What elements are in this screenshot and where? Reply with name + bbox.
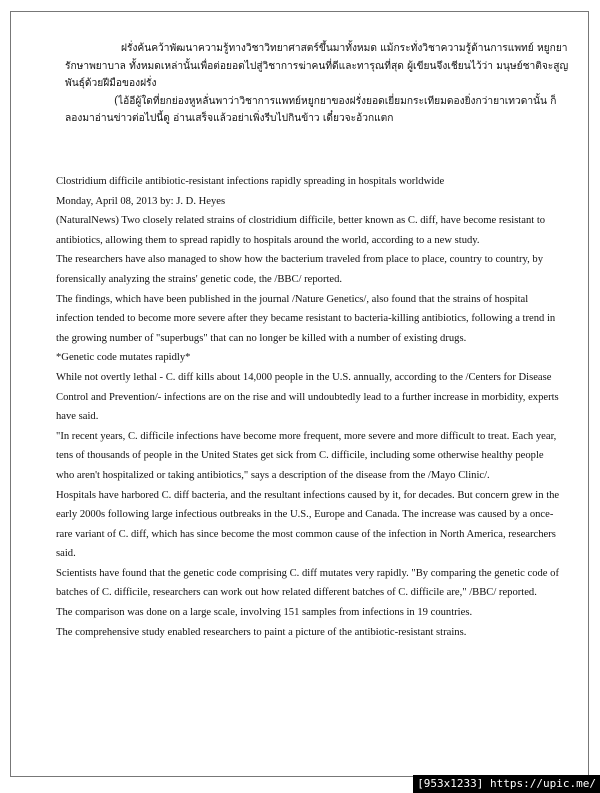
article-paragraph: The researchers have also managed to show how the bacterium traveled from place to place, country to country, by forensically analyzing the strains' genetic code, the /BBC/ reported. xyxy=(56,254,544,285)
article-paragraph: The comprehensive study enabled researchers to paint a picture of the antibiotic-resistant strains. xyxy=(56,626,467,638)
article-body xyxy=(56,172,561,642)
image-host-watermark: [953x1233] https://upic.me/ xyxy=(413,775,600,793)
article-paragraph: While not overtly lethal - C. diff kills about 14,000 people in the U.S. annually, according to the /Centers for Disease Control and Prevention/- infections are on the rise and will undoubtedly lead to a further increase in morbidity, experts have said. xyxy=(56,371,559,423)
article-paragraph: Scientists have found that the genetic code comprising C. diff mutates very rapidly. "By comparing the genetic code of batches of C. difficile, researchers can work out how related different batches of C. difficile are," /BBC/ reported. xyxy=(56,567,559,599)
thai-paragraph-2: (ไอ้อีผู้ใดที่ยกย่องหูหลั่นพาว่าวิชาการแพทย์หยูกยาของฝรั่งยอดเยี่ยมกระเทียมดองยิ่งกว่ายาเทวดานั้น ก็ลองมาอ่านข่าวต่อไปนี้ดู อ่านเสร็จแล้วอย่าเพิ่งรีบไปกินข้าว เดี๋ยวจะอ้วกแตก xyxy=(65,95,557,124)
article-paragraph: "In recent years, C. difficile infections have become more frequent, more severe and more difficult to treat. Each year, tens of thousands of people in the United States get sick from C. difficile, including some otherwise healthy people who aren't hospitalized or taking antibiotics," says a description of the disease from the /Mayo Clinic/. xyxy=(56,430,557,481)
document-page xyxy=(10,11,589,777)
article-paragraph: The findings, which have been published in the journal /Nature Genetics/, also found that the strains of hospital infection tended to become more severe after they became resistant to bacteria-killing antibiotics, following a trend in the growing number of "superbugs" that can no longer be killed with a number of existing drugs. xyxy=(56,293,556,344)
article-subheading: *Genetic code mutates rapidly* xyxy=(56,352,191,364)
article-byline: Monday, April 08, 2013 by: J. D. Heyes xyxy=(56,195,226,207)
thai-paragraph-1: ฝรั่งค้นคว้าพัฒนาความรู้ทางวิชาวิทยาศาสตร์ขึ้นมาทั้งหมด แม้กระทั่งวิชาความรู้ด้านการแพทย์ หยูกยารักษาพยาบาล ทั้งหมดเหล่านั้นเพื่อต่อยอดไปสู่วิชาการฆ่าคนที่ดีและทารุณที่สุด ผู้เขียนจึงเชียนไว้ว่า มนุษย์ชาติจะสูญพันธุ์ด้วยฝีมือของฝรั่ง xyxy=(65,43,569,89)
article-title: Clostridium difficile antibiotic-resistant infections rapidly spreading in hospitals worldwide xyxy=(56,176,445,187)
article-paragraph: (NaturalNews) Two closely related strains of clostridium difficile, better known as C. diff, have become resistant to antibiotics, allowing them to spread rapidly to hospitals around the world, according to a new study. xyxy=(56,215,546,246)
article-paragraph: The comparison was done on a large scale, involving 151 samples from infections in 19 countries. xyxy=(56,607,473,619)
thai-intro xyxy=(65,40,570,128)
article-paragraph: Hospitals have harbored C. diff bacteria, and the resultant infections caused by it, for decades. But concern grew in the early 2000s following large infectious outbreaks in the U.S., Europe and Canada. The increase was caused by a once-rare variant of C. diff, which has since become the most common cause of the infection in North America, researchers said. xyxy=(56,489,560,560)
